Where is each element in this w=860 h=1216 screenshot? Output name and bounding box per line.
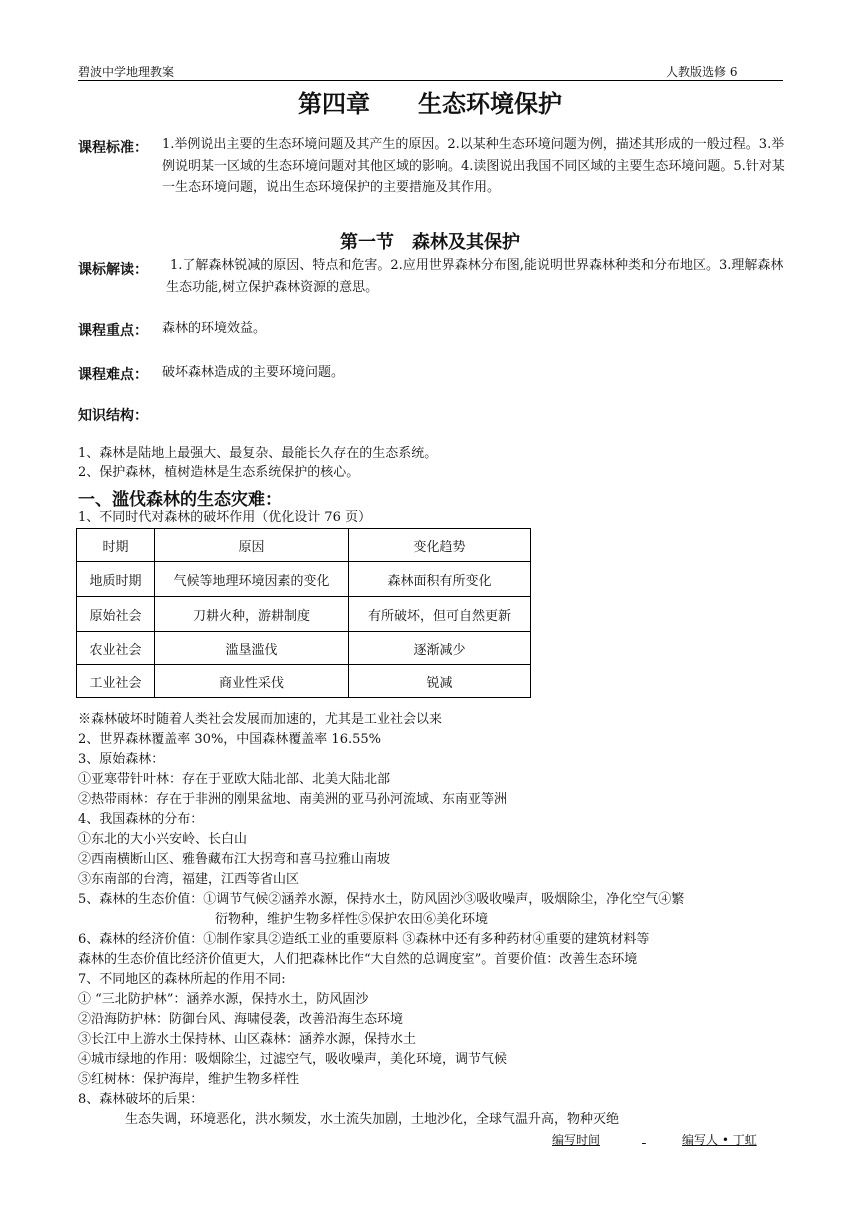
table-row xyxy=(77,665,531,698)
key-point-text: 森林的环境效益。 xyxy=(162,321,267,336)
table-header-cell: 变化趋势 xyxy=(349,529,531,562)
table-cell: 森林面积有所变化 xyxy=(349,562,531,597)
body-line: ① “三北防护林”：涵养水源，保持水土，防风固沙 xyxy=(78,992,369,1007)
table-header-cell: 时期 xyxy=(77,529,155,562)
note-line: ※森林破坏时随着人类社会发展而加速的，尤其是工业社会以来 xyxy=(78,712,443,727)
body-line: 7、不同地区的森林所起的作用不同: xyxy=(78,972,286,987)
body-line: 5、森林的生态价值：①调节气候②涵养水源，保持水土，防风固沙③吸收噪声，吸烟除尘，净化空气④繁 xyxy=(78,892,685,907)
body-line: 森林的生态价值比经济价值更大，人们把森林比作“大自然的总调度室”。首要价值：改善生态环境 xyxy=(78,952,638,967)
table-row xyxy=(77,597,531,632)
body-line: 8、森林破坏的后果： xyxy=(78,1092,204,1107)
standard-reading-text: 1.了解森林锐减的原因、特点和危害。2.应用世界森林分布图,能说明世界森林种类和分布地区。3.理解森林生态功能,树立保护森林资源的意思。 xyxy=(166,258,784,295)
body-line: ③东南部的台湾，福建，江西等省山区 xyxy=(78,872,300,887)
body-line: ⑤红树林：保护海岸，维护生物多样性 xyxy=(78,1072,300,1087)
body-line: 衍物种，维护生物多样性⑤保护农田⑥美化环境 xyxy=(215,912,489,927)
table-cell: 刀耕火种，游耕制度 xyxy=(155,597,349,632)
table-cell: 滥垦滥伐 xyxy=(155,632,349,665)
footer-spacer xyxy=(642,1131,682,1145)
intro-line-1: 1、森林是陆地上最强大、最复杂、最能长久存在的生态系统。 xyxy=(78,446,438,461)
heading-one: 一、滥伐森林的生态灾难： xyxy=(78,490,282,510)
footer-author-label: 编写人 • 丁虹 xyxy=(682,1133,757,1147)
chapter-title: 第四章 生态环境保护 xyxy=(298,90,562,118)
body-line: 4、我国森林的分布： xyxy=(78,812,204,827)
table-cell: 锐减 xyxy=(349,665,531,698)
course-standard-text: 1.举例说出主要的生态环境问题及其产生的原因。2.以某种生态环境问题为例，描述其形成的一般过程。3.举例说明某一区域的生态环境问题对其他区域的影响。4.读图说出我国不同区域的主要生态环境问题。5.针对某一生态环境问题，说出生态环境保护的主要措施及其作用。 xyxy=(162,137,785,195)
body-line: 6、森林的经济价值：①制作家具②造纸工业的重要原料 ③森林中还有多种药材④重要的建筑材料等 xyxy=(78,932,650,947)
difficult-point-label: 课程难点： xyxy=(78,367,148,383)
body-line: ③长江中上游水土保持林、山区森林：涵养水源，保持水土 xyxy=(78,1032,417,1047)
body-line: 生态失调，环境恶化，洪水频发，水土流失加剧，土地沙化，全球气温升高，物种灭绝 xyxy=(125,1112,620,1127)
body-line: 2、世界森林覆盖率 30%，中国森林覆盖率 16.55% xyxy=(78,732,381,747)
table-cell: 工业社会 xyxy=(77,665,155,698)
table-cell: 农业社会 xyxy=(77,632,155,665)
table-cell: 地质时期 xyxy=(77,562,155,597)
table-row xyxy=(77,562,531,597)
header-right: 人教版选修 6 xyxy=(666,65,738,79)
knowledge-structure-label: 知识结构： xyxy=(78,408,148,424)
table-caption: 1、不同时代对森林的破坏作用（优化设计 76 页） xyxy=(78,510,372,525)
course-standard-label: 课程标准： xyxy=(78,140,148,156)
footer-time-label: 编写时间 xyxy=(552,1133,601,1147)
table-cell: 逐渐减少 xyxy=(349,632,531,665)
body-line: ②热带雨林：存在于非洲的刚果盆地、南美洲的亚马孙河流域、东南亚等洲 xyxy=(78,792,508,807)
section-title: 第一节 森林及其保护 xyxy=(340,232,520,253)
body-line: ①东北的大小兴安岭、长白山 xyxy=(78,832,248,847)
key-point-label: 课程重点： xyxy=(78,323,148,339)
table-cell: 气候等地理环境因素的变化 xyxy=(155,562,349,597)
table-row xyxy=(77,632,531,665)
table-header-cell: 原因 xyxy=(155,529,349,562)
body-line: ①亚寒带针叶林：存在于亚欧大陆北部、北美大陆北部 xyxy=(78,772,391,787)
standard-reading-label: 课标解读： xyxy=(78,262,148,278)
body-line: 3、原始森林： xyxy=(78,752,165,767)
forest-destruction-table xyxy=(76,528,531,698)
header-left: 碧波中学地理教案 xyxy=(78,65,175,79)
table-header-row xyxy=(77,529,531,562)
difficult-point-text: 破坏森林造成的主要环境问题。 xyxy=(162,365,345,380)
body-line: ②沿海防护林：防御台风、海啸侵袭，改善沿海生态环境 xyxy=(78,1012,404,1027)
body-line: ②西南横断山区、雅鲁藏布江大拐弯和喜马拉雅山南坡 xyxy=(78,852,391,867)
table-cell: 商业性采伐 xyxy=(155,665,349,698)
header-rule xyxy=(78,80,783,81)
body-line: ④城市绿地的作用：吸烟除尘，过滤空气，吸收噪声，美化环境，调节气候 xyxy=(78,1052,508,1067)
intro-line-2: 2、保护森林，植树造林是生态系统保护的核心。 xyxy=(78,465,360,480)
table-cell: 有所破坏，但可自然更新 xyxy=(349,597,531,632)
table-cell: 原始社会 xyxy=(77,597,155,632)
